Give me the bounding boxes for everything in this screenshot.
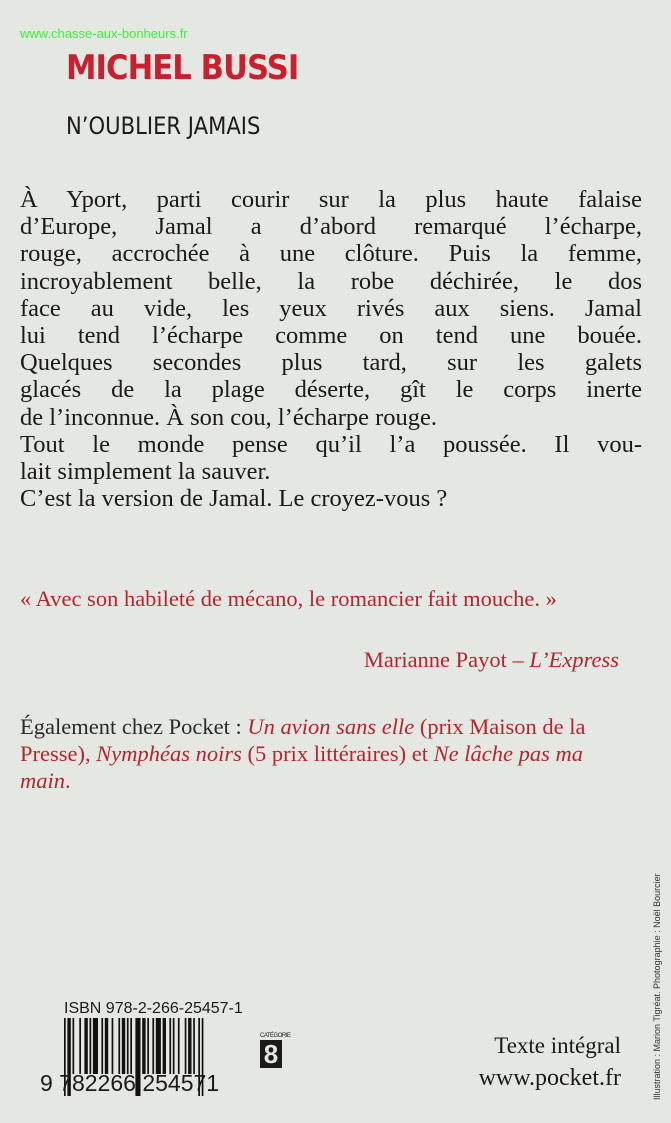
barcode-bar <box>163 1018 166 1074</box>
barcode-bar <box>147 1018 149 1074</box>
press-quote: « Avec son habileté de mécano, le romancier fait mouche. » <box>20 586 557 611</box>
barcode-bar <box>112 1018 114 1074</box>
also-by-author <box>20 713 622 794</box>
barcode-bar <box>90 1018 92 1074</box>
synopsis <box>20 186 642 512</box>
barcode-bar <box>93 1018 98 1074</box>
category-badge <box>260 1032 291 1069</box>
barcode-bar <box>105 1018 108 1074</box>
barcode-bar <box>178 1018 180 1074</box>
synopsis-line: face au vide, les yeux rivés aux siens. Jamal <box>20 294 642 322</box>
barcode-bar <box>188 1018 191 1074</box>
synopsis-line: lui tend l’écharpe comme on tend une bouée. <box>20 322 642 350</box>
book-title-ref: Ne lâche pas ma main <box>20 741 584 793</box>
synopsis-line: glacés de la plage déserte, gît le corps inerte <box>20 376 642 404</box>
barcode-bar <box>73 1018 75 1074</box>
barcode-bar <box>127 1018 129 1074</box>
book-title: N’OUBLIER JAMAIS <box>66 112 261 140</box>
barcode-bar <box>84 1018 87 1074</box>
isbn: ISBN 978-2-266-25457-1 <box>64 1000 243 1017</box>
also-prefix: Également chez Pocket : <box>20 714 248 739</box>
note: (5 prix littéraires) et <box>241 741 434 766</box>
watermark: www.chasse-aux-bonheurs.fr <box>20 26 188 41</box>
barcode-bar <box>130 1018 132 1074</box>
synopsis-line: lait simplement la sauver. <box>20 458 271 486</box>
synopsis-line: rouge, accrochée à une clôture. Puis la femme, <box>20 240 642 268</box>
barcode-bar <box>118 1018 120 1074</box>
book-title-ref: Un avion sans elle <box>247 714 415 739</box>
barcode-bar <box>173 1018 175 1074</box>
quote-source: L’Express <box>529 647 619 672</box>
synopsis-line: Quelques secondes plus tard, sur les galets <box>20 349 642 377</box>
barcode-number: 9 782266 254571 <box>40 1070 220 1096</box>
category-number: 8 <box>260 1040 282 1068</box>
barcode-bar <box>79 1018 81 1074</box>
barcode-bar <box>101 1018 103 1074</box>
synopsis-line: Tout le monde pense qu’il l’a poussée. Il vou- <box>20 430 642 458</box>
barcode-bar <box>156 1018 161 1074</box>
texte-integral: Texte intégral <box>494 1033 621 1058</box>
barcode-bar <box>185 1018 187 1074</box>
synopsis-line: incroyablement belle, la robe déchirée, le dos <box>20 267 642 295</box>
category-label: CATÉGORIE <box>260 1033 291 1039</box>
quote-attribution <box>364 646 619 673</box>
synopsis-line: de l’inconnue. À son cou, l’écharpe rouge. <box>20 403 438 431</box>
barcode-bar <box>122 1018 125 1074</box>
barcode-bar <box>142 1018 145 1074</box>
barcode-bar <box>193 1018 195 1074</box>
synopsis-line: d’Europe, Jamal a d’abord remarqué l’écharpe, <box>20 213 642 241</box>
author-name: MICHEL BUSSI <box>66 48 299 88</box>
barcode-bar <box>152 1018 154 1074</box>
synopsis-line: À Yport, parti courir sur la plus haute falaise <box>20 186 642 213</box>
book-title-ref: Nymphéas noirs <box>96 741 242 766</box>
website: www.pocket.fr <box>478 1065 621 1091</box>
quote-author: Marianne Payot – <box>363 647 530 672</box>
synopsis-line: C’est la version de Jamal. Le croyez-vous ? <box>20 485 448 513</box>
note: (prix Maison de la Presse), <box>20 714 586 766</box>
illustration-credit: Illustration : Marion Tigréat. Photographie : Noël Bourcier <box>652 873 662 1100</box>
note: . <box>65 768 71 793</box>
barcode-bar <box>169 1018 171 1074</box>
